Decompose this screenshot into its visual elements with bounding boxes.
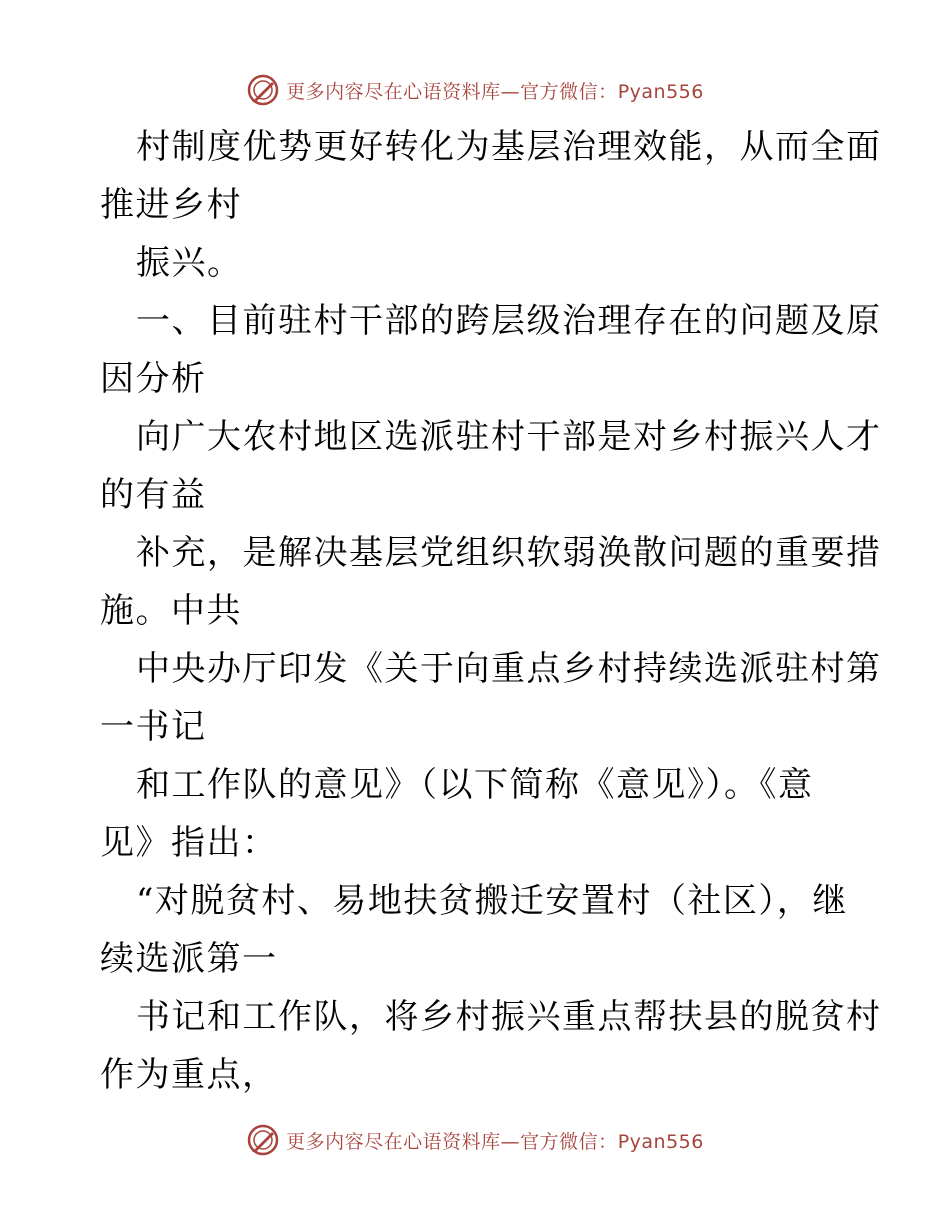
paragraph-line: 和工作队的意见》（以下简称《意见》）。《意: [136, 765, 814, 805]
document-body: [100, 118, 882, 1104]
paragraph-line: 补充，是解决基层党组织软弱涣散问题的重要措: [136, 533, 882, 573]
header-watermark-text: 更多内容尽在心语资料库—官方微信：Pyan556: [286, 80, 704, 103]
section-heading-line: 因分析: [100, 359, 207, 399]
quote-line: 书记和工作队，将乡村振兴重点帮扶县的脱贫村: [136, 997, 882, 1037]
paragraph-line: 向广大农村地区选派驻村干部是对乡村振兴人才: [136, 417, 882, 457]
quote-line: 作为重点，: [100, 1055, 278, 1095]
pen-logo-icon: [246, 1123, 280, 1157]
paragraph-line: 施。中共: [100, 591, 242, 631]
pen-logo-icon: [246, 73, 280, 107]
footer-watermark-text: 更多内容尽在心语资料库—官方微信：Pyan556: [286, 1130, 704, 1153]
paragraph-line: 推进乡村: [100, 185, 242, 225]
paragraph-line: 一书记: [100, 707, 207, 747]
quote-line: “对脱贫村、易地扶贫搬迁安置村（社区），继: [136, 881, 848, 921]
paragraph-line: 见》指出：: [100, 823, 278, 863]
paragraph-line: 中央办厅印发《关于向重点乡村持续选派驻村第: [136, 649, 882, 689]
paragraph-line: 村制度优势更好转化为基层治理效能，从而全面: [136, 127, 882, 167]
header-watermark-banner: [0, 70, 950, 110]
paragraph-line: 振兴。: [136, 243, 243, 283]
paragraph-line: 的有益: [100, 475, 207, 515]
quote-line: 续选派第一: [100, 939, 278, 979]
section-heading-line: 一、目前驻村干部的跨层级治理存在的问题及原: [136, 301, 882, 341]
footer-watermark-banner: [0, 1120, 950, 1160]
